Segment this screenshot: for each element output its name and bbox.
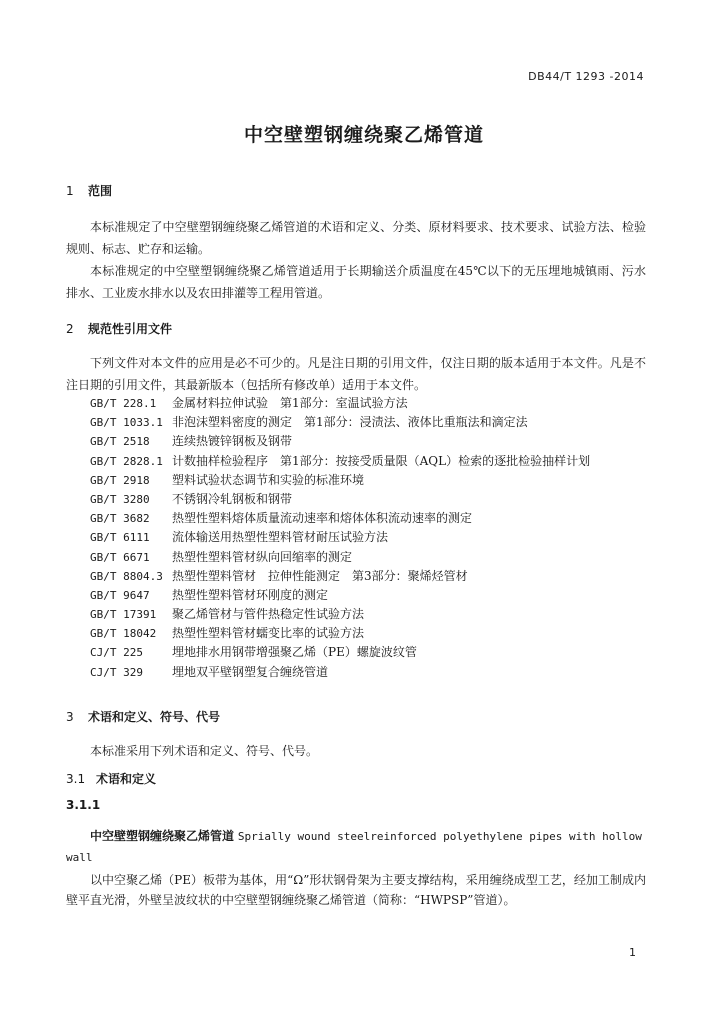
section-number: 2 bbox=[66, 322, 74, 336]
reference-code: GB/T 9647 bbox=[90, 588, 150, 602]
reference-code: GB/T 6111 bbox=[90, 531, 150, 545]
term-english: Sprially wound steelreinforced polyethylene pipes with hollow wall bbox=[66, 830, 642, 864]
reference-title: 热塑性塑料管材纵向回缩率的测定 bbox=[172, 549, 353, 564]
reference-title: 不锈钢冷轧钢板和钢带 bbox=[172, 491, 293, 506]
reference-title: 埋地排水用钢带增强聚乙烯（PE）螺旋波纹管 bbox=[172, 645, 417, 660]
reference-item bbox=[90, 432, 590, 451]
reference-list bbox=[90, 394, 590, 682]
reference-item bbox=[90, 548, 590, 567]
reference-item bbox=[90, 471, 590, 490]
reference-title: 连续热镀锌钢板及钢带 bbox=[172, 434, 293, 449]
reference-title: 热塑性塑料管材环刚度的测定 bbox=[172, 587, 329, 602]
section-title: 规范性引用文件 bbox=[88, 322, 173, 336]
reference-item bbox=[90, 624, 590, 643]
reference-title: 埋地双平壁钢塑复合缠绕管道 bbox=[172, 664, 329, 679]
reference-title: 非泡沫塑料密度的测定 第1部分：浸渍法、液体比重瓶法和滴定法 bbox=[172, 415, 528, 430]
subsection-title: 术语和定义 bbox=[96, 772, 157, 786]
reference-item bbox=[90, 567, 590, 586]
reference-code: GB/T 1033.1 bbox=[90, 416, 163, 430]
document-title: 中空壁塑钢缠绕聚乙烯管道 bbox=[243, 124, 484, 146]
reference-title: 流体输送用热塑性塑料管材耐压试验方法 bbox=[172, 530, 389, 545]
reference-code: GB/T 3280 bbox=[90, 492, 150, 506]
reference-item bbox=[90, 663, 590, 682]
reference-item bbox=[90, 643, 590, 662]
reference-code: GB/T 3682 bbox=[90, 512, 150, 526]
reference-title: 聚乙烯管材与管件热稳定性试验方法 bbox=[172, 607, 365, 622]
reference-title: 热塑性塑料管材蠕变比率的试验方法 bbox=[172, 626, 365, 641]
reference-code: GB/T 228.1 bbox=[90, 397, 157, 410]
section-2-intro bbox=[66, 352, 646, 396]
reference-code: CJ/T 329 bbox=[90, 665, 143, 679]
reference-item bbox=[90, 586, 590, 605]
paragraph: 本标准规定的中空壁塑钢缠绕聚乙烯管道适用于长期输送介质温度在45℃以下的无压埋地城镇雨、污水排水、工业废水排水以及农田排灌等工程用管道。 bbox=[66, 264, 646, 300]
item-number: 3.1.1 bbox=[66, 798, 101, 812]
reference-title: 塑料试验状态调节和实验的标准环境 bbox=[172, 472, 365, 487]
reference-code: GB/T 17391 bbox=[90, 608, 157, 622]
subsection-number: 3.1 bbox=[66, 772, 86, 786]
section-number: 3 bbox=[66, 710, 74, 724]
reference-item bbox=[90, 490, 590, 509]
reference-item bbox=[90, 528, 590, 547]
term-line bbox=[66, 826, 646, 868]
reference-title: 金属材料拉伸试验 第1部分：室温试验方法 bbox=[172, 396, 408, 410]
reference-item bbox=[90, 394, 590, 413]
section-1-heading bbox=[66, 182, 112, 199]
term-definition-text: 以中空聚乙烯（PE）板带为基体，用“Ω”形状钢骨架为主要支撑结构，采用缠绕成型工艺，经加工制成内壁平直光滑，外壁呈波纹状的中空壁塑钢缠绕聚乙烯管道（简称：“HWPSP”管道）。 bbox=[66, 873, 646, 907]
reference-code: GB/T 2828.1 bbox=[90, 454, 163, 468]
subsection-3-1-heading bbox=[66, 770, 156, 787]
reference-item bbox=[90, 452, 590, 471]
reference-title: 热塑性塑料熔体质量流动速率和熔体体积流动速率的测定 bbox=[172, 511, 473, 526]
reference-code: GB/T 2918 bbox=[90, 473, 150, 487]
reference-code: GB/T 8804.3 bbox=[90, 569, 163, 583]
section-3-intro bbox=[66, 740, 646, 762]
reference-item bbox=[90, 509, 590, 528]
item-3-1-1-number bbox=[66, 798, 100, 812]
section-title: 范围 bbox=[88, 184, 113, 198]
section-title: 术语和定义、符号、代号 bbox=[88, 710, 221, 724]
paragraph: 下列文件对本文件的应用是必不可少的。凡是注日期的引用文件，仅注日期的版本适用于本文件。凡是不注日期的引用文件，其最新版本（包括所有修改单）适用于本文件。 bbox=[66, 356, 646, 392]
term-chinese: 中空壁塑钢缠绕聚乙烯管道 bbox=[90, 829, 235, 843]
page-number: 1 bbox=[629, 946, 636, 959]
reference-code: GB/T 2518 bbox=[90, 435, 150, 449]
paragraph: 本标准规定了中空壁塑钢缠绕聚乙烯管道的术语和定义、分类、原材料要求、技术要求、试验方法、检验规则、标志、贮存和运输。 bbox=[66, 220, 646, 256]
standard-code: DB44/T 1293 -2014 bbox=[528, 70, 644, 83]
reference-title: 热塑性塑料管材 拉伸性能测定 第3部分：聚烯烃管材 bbox=[172, 568, 468, 583]
reference-code: CJ/T 225 bbox=[90, 646, 143, 660]
reference-code: GB/T 6671 bbox=[90, 550, 150, 564]
reference-item bbox=[90, 413, 590, 432]
term-definition bbox=[66, 826, 646, 910]
reference-item bbox=[90, 605, 590, 624]
paragraph: 本标准采用下列术语和定义、符号、代号。 bbox=[90, 744, 319, 758]
section-3-heading bbox=[66, 708, 220, 725]
section-1-body bbox=[66, 216, 646, 304]
reference-title: 计数抽样检验程序 第1部分：按接受质量限（AQL）检索的逐批检验抽样计划 bbox=[172, 453, 591, 468]
reference-code: GB/T 18042 bbox=[90, 627, 157, 641]
section-number: 1 bbox=[66, 184, 74, 198]
section-2-heading bbox=[66, 320, 172, 337]
